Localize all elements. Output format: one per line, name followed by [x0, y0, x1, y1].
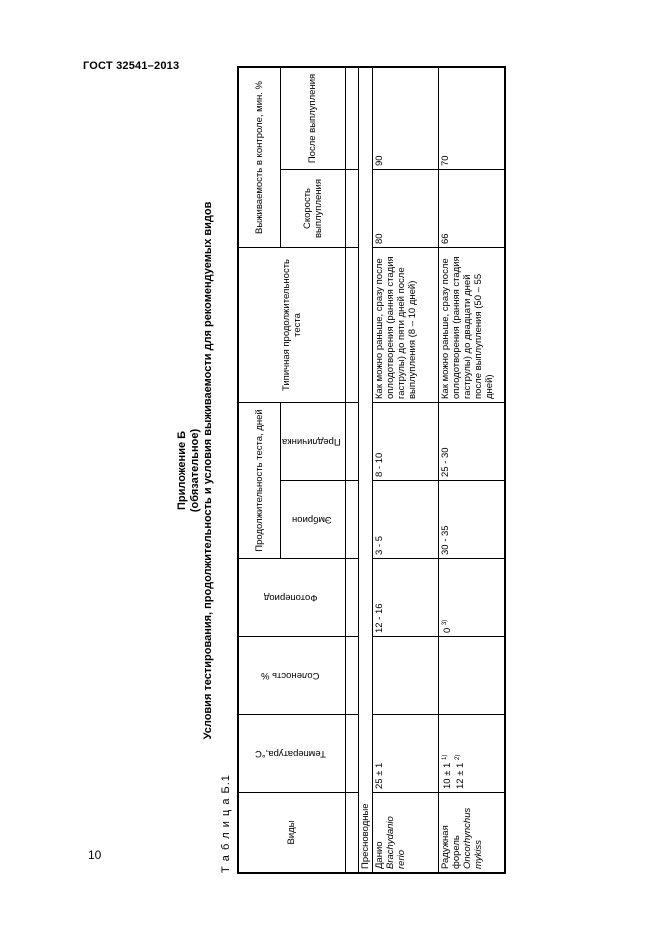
page-number: 10 — [88, 848, 102, 862]
footnote-ref: 3) — [441, 619, 448, 626]
header-hatching-rate: Скорость выплупления — [281, 170, 346, 248]
species-common: Данио — [373, 841, 385, 869]
footnote-ref: 1) — [441, 754, 448, 761]
table-row — [372, 67, 438, 872]
header-typical-duration: Типичная продолжительность теста — [239, 248, 346, 403]
prelarva-cell: 8 - 10 — [372, 403, 438, 481]
annex-title: Приложение Б — [176, 430, 188, 511]
header-temperature: Температура,°С — [239, 715, 346, 793]
species-latin: Oncorhynchus mykiss — [461, 807, 484, 869]
prelarva-cell: 25 - 30 — [438, 403, 504, 481]
photoperiod-cell: 12 - 16 — [372, 559, 438, 637]
header-duration: Продолжительность теста, дней — [239, 403, 281, 559]
header-salinity: Соленость % — [239, 637, 346, 715]
header-after-hatching: После выплупления — [281, 67, 346, 169]
embryo-cell: 30 - 35 — [438, 481, 504, 559]
species-common: Радужная форель — [439, 825, 462, 869]
rotated-annex-block — [176, 68, 495, 873]
section-row — [358, 67, 372, 872]
species-cell — [438, 793, 504, 873]
table-row — [438, 67, 504, 872]
header-embryo: Эмбрион — [281, 481, 346, 559]
photoperiod-cell: 0 $^{3)}$ — [438, 559, 504, 637]
hatching-rate-cell: 80 — [372, 170, 438, 248]
temperature-cell: 25 ± 1 — [372, 715, 438, 793]
temperature-cell: 10 ± 1 $^{1)}$ 12 ± 1 $^{2)}$ — [438, 715, 504, 793]
salinity-cell — [372, 637, 438, 715]
typical-duration-cell: Как можно раньше, сразу после оплодотворения (ранняя стадия гаструлы) до пяти дней после выплупления (8 – 10 дней) — [372, 248, 438, 403]
annex-status: (обязательное) — [189, 428, 201, 513]
header-species: Виды — [239, 793, 346, 873]
header-prelarva: Предличинка — [281, 403, 346, 481]
table-label: Т а б л и ц а Б.1 — [220, 774, 232, 873]
embryo-cell: 3 - 5 — [372, 481, 438, 559]
after-hatching-cell: 70 — [438, 67, 504, 169]
species-cell — [372, 793, 438, 873]
annex-heading: Условия тестирования, продолжительность и условия выживаемости для рекомендуемых видов — [202, 201, 214, 740]
section-freshwater: Пресноводные — [358, 67, 372, 872]
typical-duration-cell: Как можно раньше, сразу после оплодотворения (ранняя стадия гаструлы) до двадцати дней после выплупления (50 – 55 дней) — [438, 248, 504, 403]
salinity-cell — [438, 637, 504, 715]
standard-number: ГОСТ 32541–2013 — [83, 60, 180, 72]
hatching-rate-cell: 66 — [438, 170, 504, 248]
header-survival: Выживаемость в контроле, мин. % — [239, 67, 281, 247]
species-conditions-table — [238, 67, 505, 873]
header-photoperiod: Фотопериод — [239, 559, 346, 637]
separator-row — [345, 67, 358, 872]
footnote-ref: 2) — [454, 754, 461, 761]
after-hatching-cell: 90 — [372, 67, 438, 169]
species-latin: Brachydanio rerio — [384, 816, 407, 869]
